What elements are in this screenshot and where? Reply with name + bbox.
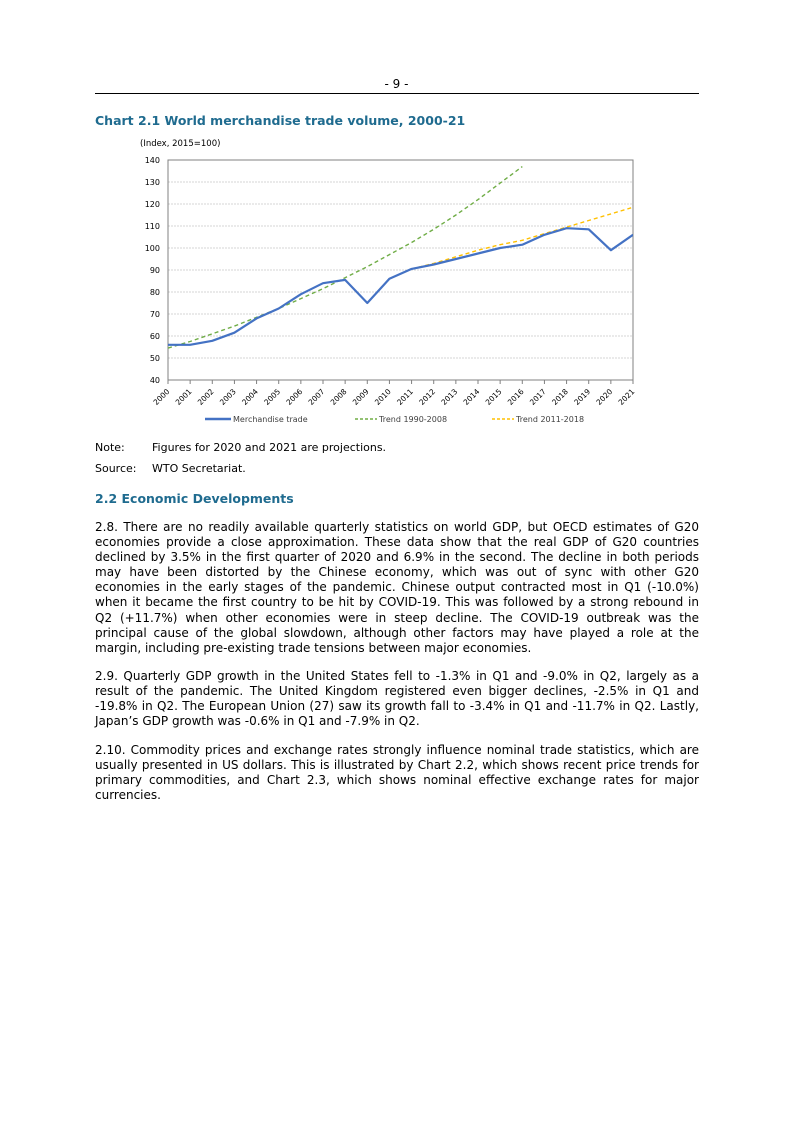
paragraph-2-9: 2.9. Quarterly GDP growth in the United States fell to -1.3% in Q1 and -9.0% in Q2, largely as a result of the pandemic. The United Kingdom registered even bigger declines, -2.5% in Q1 and -19.8% in Q2. The European Union (27) saw its growth fall to -3.4% in Q1 and -11.7% in Q2. Lastly, Japan’s GDP growth was -0.6% in Q1 and -7.9% in Q2.: [95, 669, 699, 729]
x-tick-label: 2015: [483, 387, 504, 407]
y-tick-label: 140: [144, 156, 160, 165]
series-line-1: [168, 167, 522, 349]
x-tick-label: 2004: [240, 387, 260, 407]
chart-unit-label: (Index, 2015=100): [140, 139, 221, 149]
x-axis: [152, 380, 637, 407]
y-tick-label: 50: [149, 354, 160, 363]
y-tick-label: 90: [149, 266, 160, 275]
note-text: Figures for 2020 and 2021 are projections.: [152, 441, 387, 454]
legend: [205, 415, 584, 424]
y-tick-label: 120: [144, 200, 160, 209]
note-label: Note:: [95, 441, 125, 454]
series-line-0: [168, 228, 633, 345]
x-tick-label: 2000: [151, 387, 172, 407]
page-number: - 9 -: [384, 77, 409, 91]
y-tick-label: 80: [149, 288, 160, 297]
x-tick-label: 2009: [350, 387, 371, 407]
x-tick-label: 2019: [572, 387, 593, 407]
header-rule: [95, 93, 699, 94]
source-text: WTO Secretariat.: [152, 462, 246, 475]
x-tick-label: 2005: [262, 387, 283, 407]
trade-volume-chart: [95, 130, 655, 435]
y-tick-label: 40: [149, 376, 160, 385]
x-tick-label: 2016: [505, 387, 526, 407]
y-tick-label: 70: [149, 310, 160, 319]
y-axis: [145, 156, 160, 385]
paragraph-2-8: 2.8. There are no readily available quarterly statistics on world GDP, but OECD estimates of G20 economies provide a close approximation. These data show that the real GDP of G20 countries declined by 3.5% in the first quarter of 2020 and 6.9% in the second. The decline in both periods may have been distorted by the Chinese economy, which was out of sync with other G20 economies in the early stages of the pandemic. Chinese output contracted most in Q1 (-10.0%) when it became the first country to be hit by COVID-19. This was followed by a strong rebound in Q2 (+11.7%) when other economies were in steep decline. The COVID-19 outbreak was the principal cause of the global slowdown, although other factors may have played a role at the margin, including pre-existing trade tensions between major economies.: [95, 520, 699, 655]
x-tick-label: 2006: [284, 387, 305, 407]
legend-label: Trend 1990-2008: [379, 415, 448, 424]
y-tick-label: 110: [144, 222, 160, 231]
series-layer: [168, 167, 633, 349]
section-heading: 2.2 Economic Developments: [95, 491, 294, 506]
x-tick-label: 2002: [195, 387, 216, 407]
x-tick-label: 2020: [594, 387, 615, 407]
y-tick-label: 100: [144, 244, 160, 253]
paragraph-2-10: 2.10. Commodity prices and exchange rates strongly influence nominal trade statistics, which are usually presented in US dollars. This is illustrated by Chart 2.2, which shows recent price trends for primary commodities, and Chart 2.3, which shows nominal effective exchange rates for major currencies.: [95, 743, 699, 803]
x-tick-label: 2011: [395, 387, 415, 407]
x-tick-label: 2018: [550, 387, 570, 407]
y-tick-label: 130: [144, 178, 160, 187]
legend-label: Merchandise trade: [233, 415, 308, 424]
chart-title: Chart 2.1 World merchandise trade volume, 2000-21: [95, 113, 466, 128]
legend-label: Trend 2011-2018: [516, 415, 585, 424]
series-line-2: [412, 207, 633, 269]
x-tick-label: 2017: [527, 387, 548, 407]
source-label: Source:: [95, 462, 137, 475]
x-tick-label: 2012: [417, 387, 438, 407]
x-tick-label: 2001: [173, 387, 194, 407]
x-tick-label: 2014: [461, 387, 482, 407]
x-tick-label: 2013: [439, 387, 460, 407]
x-tick-label: 2010: [372, 387, 393, 407]
x-tick-label: 2003: [217, 387, 238, 407]
x-tick-label: 2007: [306, 387, 327, 407]
x-tick-label: 2021: [616, 387, 637, 407]
y-tick-label: 60: [149, 332, 160, 341]
x-tick-label: 2008: [328, 387, 349, 407]
